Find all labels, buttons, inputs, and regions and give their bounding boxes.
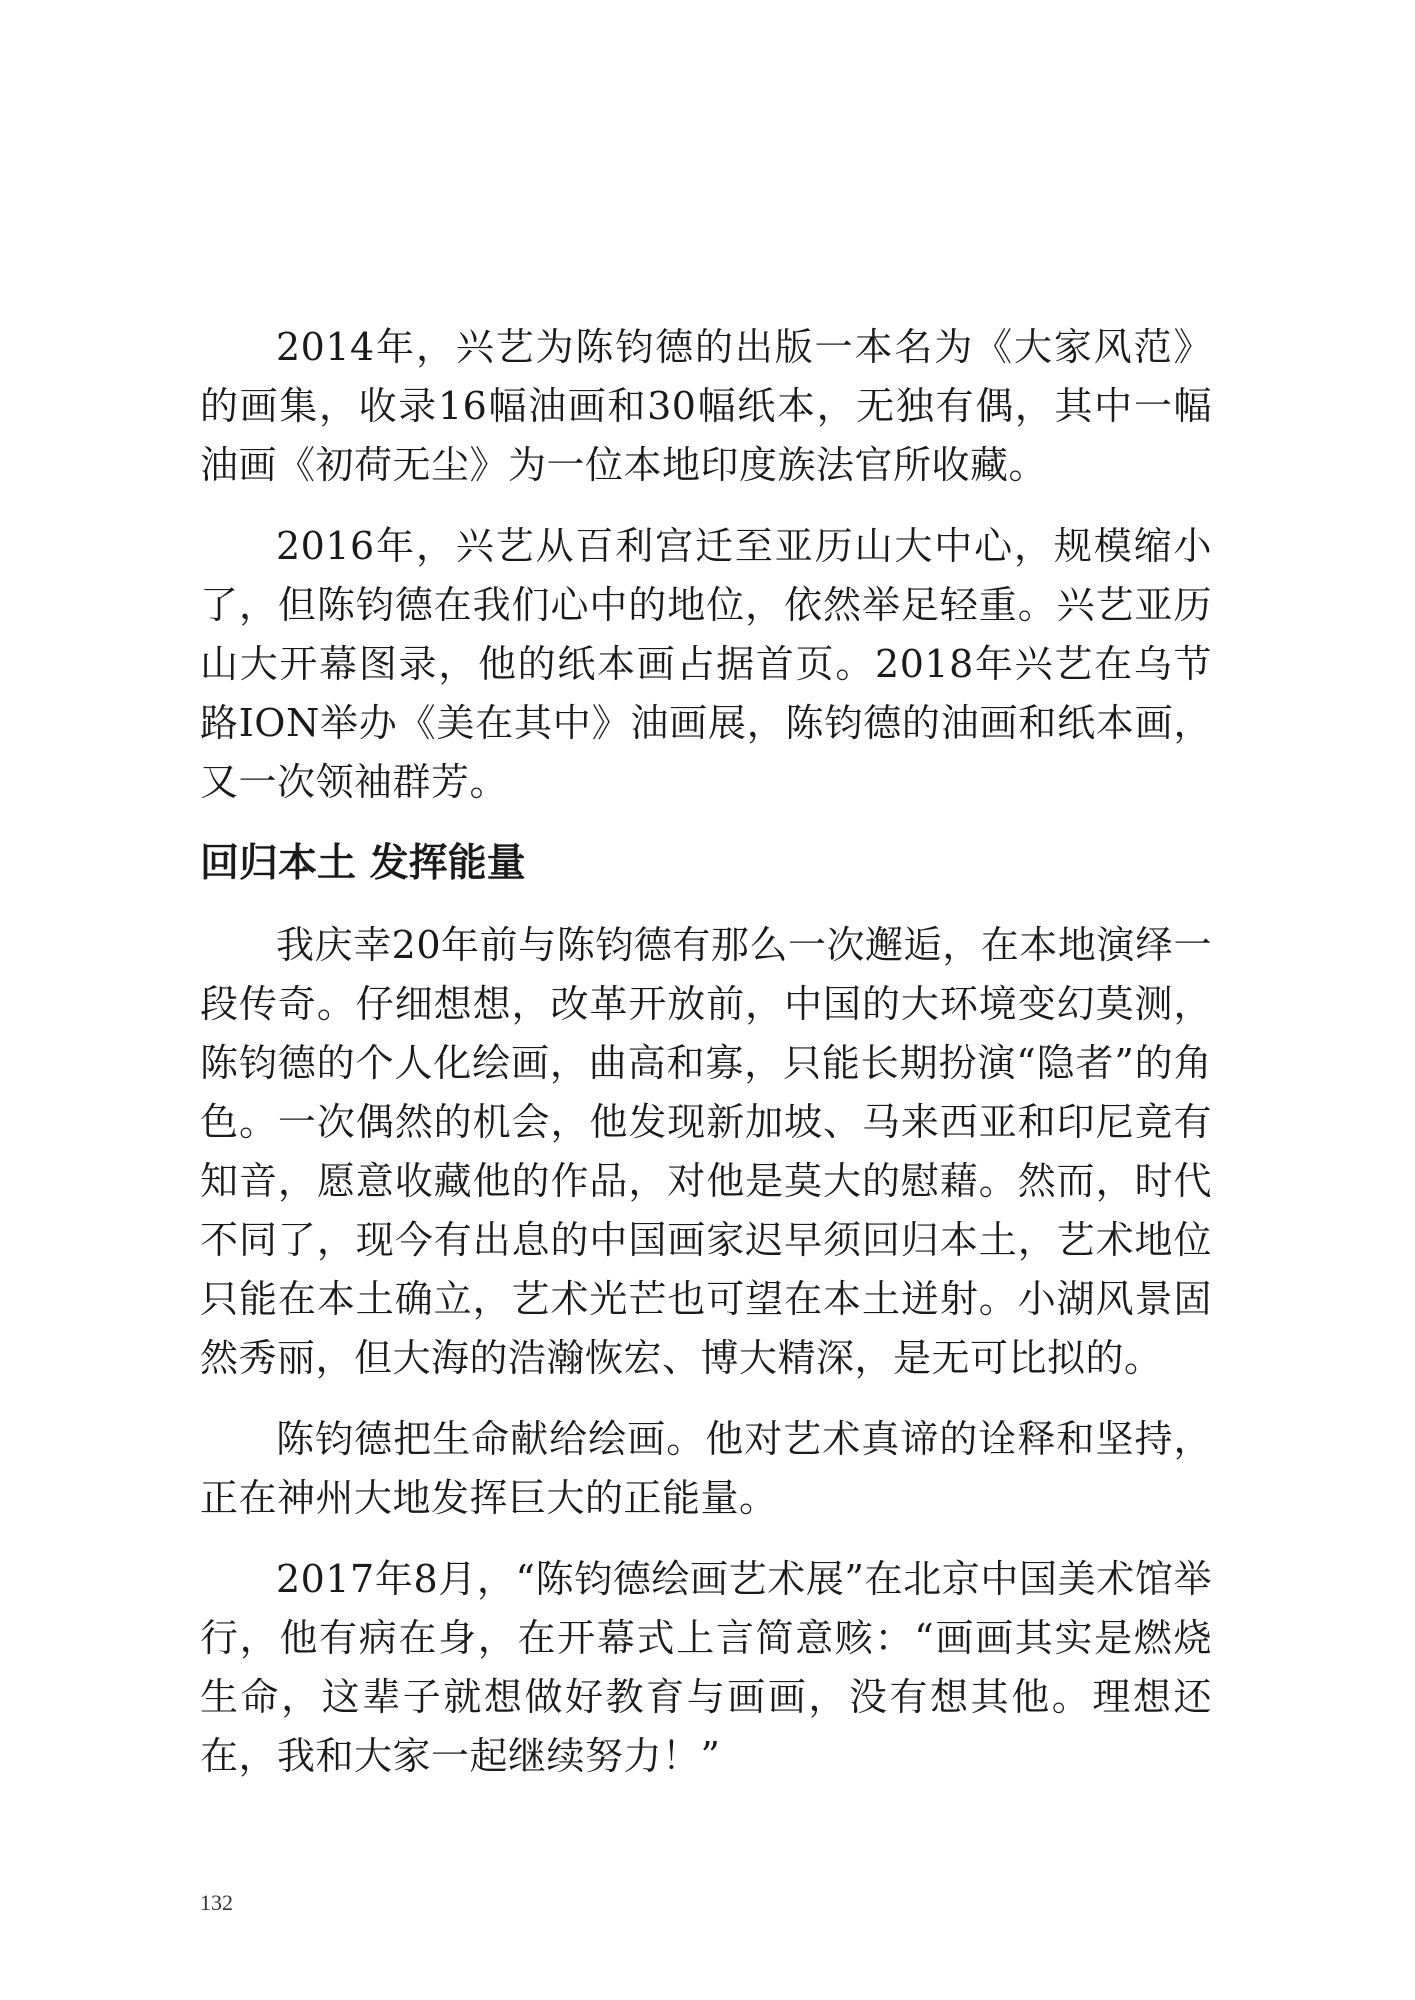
paragraph-encounter: 我庆幸20年前与陈钧德有那么一次邂逅，在本地演绎一段传奇。仔细想想，改革开放前，中国的大环境变幻莫测，陈钧德的个人化绘画，曲高和寡，只能长期扮演“隐者”的角色。一次偶然的机会，他发现新加坡、马来西亚和印尼竟有知音，愿意收藏他的作品，对他是莫大的慰藉。然而，时代不同了，现今有出息的中国画家迟早须回归本土，艺术地位只能在本土确立，艺术光芒也可望在本土迸射。小湖风景固然秀丽，但大海的浩瀚恢宏、博大精深，是无可比拟的。 [200, 923, 1212, 1380]
paragraph-dedication: 陈钧德把生命献给绘画。他对艺术真谛的诠释和坚持， 正在神州大地发挥巨大的正能量。 [200, 1417, 1212, 1520]
section-heading: 回归本土 发挥能量 [200, 841, 526, 886]
paragraph-2017: 2017年8月，“陈钧德绘画艺术展”在北京中国美术馆举行，他有病在身，在开幕式上言简意赅：“画画其实是燃烧生命，这辈子就想做好教育与画画，没有想其他。理想还在，我和大家一起继续努力！” [200, 1557, 1212, 1778]
page-number: 132 [200, 1890, 233, 1915]
page-body [200, 318, 1212, 1808]
paragraph-2014: 2014年，兴艺为陈钧德的出版一本名为《大家风范》的画集，收录16幅油画和30幅纸本，无独有偶，其中一幅油画《初荷无尘》为一位本地印度族法官所收藏。 [200, 325, 1212, 487]
paragraph-2016: 2016年，兴艺从百利宫迁至亚历山大中心，规模缩小了，但陈钧德在我们心中的地位，依然举足轻重。兴艺亚历山大开幕图录，他的纸本画占据首页。2018年兴艺在乌节路ION举办《美在其中》油画展，陈钧德的油画和纸本画，又一次领袖群芳。 [200, 524, 1212, 804]
